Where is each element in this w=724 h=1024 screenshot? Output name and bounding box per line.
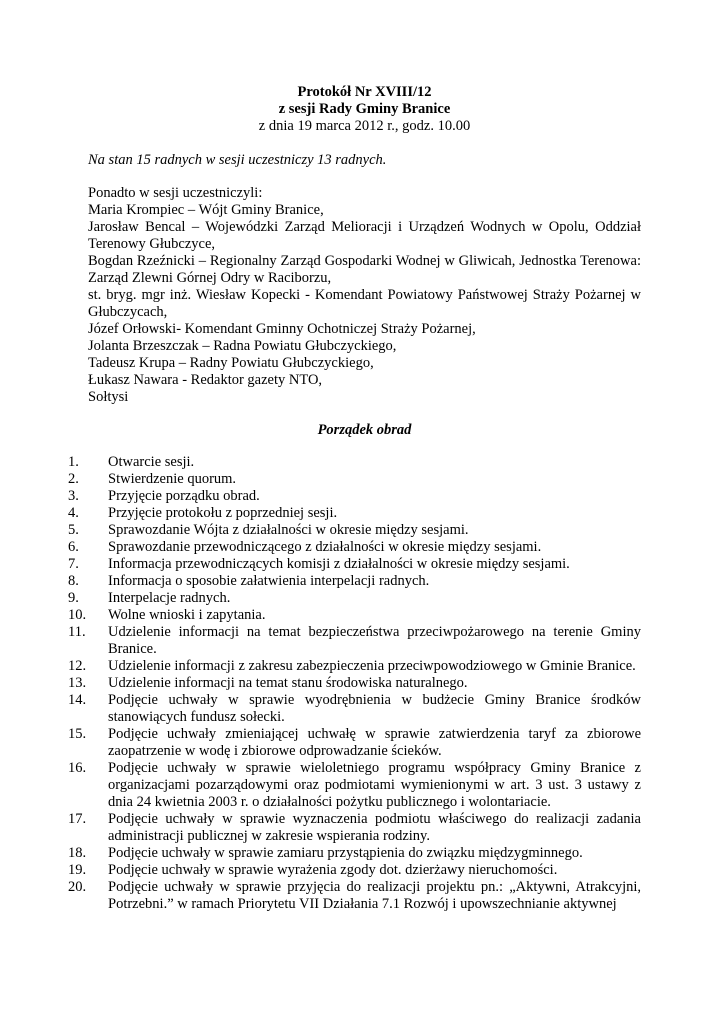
agenda-item-text: Podjęcie uchwały w sprawie wyrażenia zgody dot. dzierżawy nieruchomości. xyxy=(108,862,558,878)
agenda-item xyxy=(68,760,641,811)
attendee-line: Jolanta Brzeszczak – Radna Powiatu Głubczyckiego, xyxy=(88,338,397,354)
attendee-line: Sołtysi xyxy=(88,389,129,405)
agenda-item-number: 17. xyxy=(68,811,87,827)
agenda-item-text: Informacja przewodniczących komisji z działalności w okresie między sesjami. xyxy=(108,556,570,572)
agenda-item-text: Sprawozdanie Wójta z działalności w okresie między sesjami. xyxy=(108,522,469,538)
agenda-item-text: Podjęcie uchwały w sprawie przyjęcia do realizacji projektu pn.: „Aktywni, Atrakcyjni, Potrzebni.” w ramach Priorytetu VII Działania 7.1 Rozwój i upowszechnianie aktywnej xyxy=(108,879,641,912)
agenda-item-text: Przyjęcie protokołu z poprzedniej sesji. xyxy=(108,505,338,521)
agenda-item-number: 18. xyxy=(68,845,87,861)
agenda-item-number: 14. xyxy=(68,692,87,708)
agenda-item xyxy=(68,471,641,488)
agenda-item-text: Udzielenie informacji na temat stanu środowiska naturalnego. xyxy=(108,675,468,691)
agenda-item xyxy=(68,862,641,879)
agenda-item-text: Udzielenie informacji na temat bezpieczeństwa przeciwpożarowego na terenie Gminy Branice. xyxy=(108,624,641,657)
agenda-item xyxy=(68,590,641,607)
agenda-item-text: Wolne wnioski i zapytania. xyxy=(108,607,266,623)
agenda-item xyxy=(68,692,641,726)
agenda-item-number: 4. xyxy=(68,505,79,521)
agenda-item-number: 1. xyxy=(68,454,79,470)
agenda-item xyxy=(68,845,641,862)
agenda-item xyxy=(68,539,641,556)
agenda-item-number: 5. xyxy=(68,522,79,538)
agenda-title: Porządek obrad xyxy=(317,422,412,438)
agenda-item-number: 12. xyxy=(68,658,87,674)
agenda-item xyxy=(68,454,641,471)
document-content xyxy=(68,84,641,913)
agenda-item-text: Podjęcie uchwały w sprawie zamiaru przystąpienia do związku międzygminnego. xyxy=(108,845,583,861)
agenda-item-number: 10. xyxy=(68,607,87,623)
agenda-item-number: 11. xyxy=(68,624,86,640)
agenda-item xyxy=(68,658,641,675)
attendee-line: Łukasz Nawara - Redaktor gazety NTO, xyxy=(88,372,323,388)
agenda-item-text: Interpelacje radnych. xyxy=(108,590,231,606)
agenda-item-number: 2. xyxy=(68,471,79,487)
document-subtitle: z sesji Rady Gminy Branice xyxy=(278,101,451,117)
agenda-item-number: 20. xyxy=(68,879,87,895)
agenda-item-text: Udzielenie informacji z zakresu zabezpieczenia przeciwpowodziowego w Gminie Branice. xyxy=(108,658,636,674)
agenda-list xyxy=(68,454,641,913)
attendee-line: Maria Krompiec – Wójt Gminy Branice, xyxy=(88,202,324,218)
agenda-item xyxy=(68,573,641,590)
agenda-item-text: Sprawozdanie przewodniczącego z działalności w okresie między sesjami. xyxy=(108,539,542,555)
attendee-line: st. bryg. mgr inż. Wiesław Kopecki - Komendant Powiatowy Państwowej Straży Pożarnej w Głubczycach, xyxy=(88,287,641,320)
agenda-item-text: Stwierdzenie quorum. xyxy=(108,471,237,487)
agenda-item xyxy=(68,811,641,845)
agenda-item-text: Podjęcie uchwały w sprawie wyodrębnienia w budżecie Gminy Branice środków stanowiących fundusz sołecki. xyxy=(108,692,641,725)
attendee-line: Bogdan Rzeźnicki – Regionalny Zarząd Gospodarki Wodnej w Gliwicah, Jednostka Terenowa: Zarząd Zlewni Górnej Odry w Raciborzu, xyxy=(88,253,641,286)
agenda-item xyxy=(68,522,641,539)
agenda-item-number: 19. xyxy=(68,862,87,878)
agenda-item-number: 9. xyxy=(68,590,79,606)
agenda-item-text: Otwarcie sesji. xyxy=(108,454,195,470)
attendee-line: Tadeusz Krupa – Radny Powiatu Głubczyckiego, xyxy=(88,355,374,371)
agenda-item-text: Podjęcie uchwały zmieniającej uchwałę w sprawie zatwierdzenia taryf za zbiorowe zaopatrzenie w wodę i zbiorowe odprowadzanie ścieków. xyxy=(108,726,641,759)
document-header xyxy=(88,84,641,135)
agenda-item xyxy=(68,556,641,573)
agenda-item xyxy=(68,607,641,624)
attendee-line: Jarosław Bencal – Wojewódzki Zarząd Melioracji i Urządzeń Wodnych w Opolu, Oddział Terenowy Głubczyce, xyxy=(88,219,641,252)
attendees-section xyxy=(88,185,641,406)
agenda-item-number: 7. xyxy=(68,556,79,572)
agenda-item-text: Informacja o sposobie załatwienia interpelacji radnych. xyxy=(108,573,430,589)
document-title: Protokół Nr XVIII/12 xyxy=(297,84,432,100)
attendee-line: Józef Orłowski- Komendant Gminny Ochotniczej Straży Pożarnej, xyxy=(88,321,476,337)
attendees-heading: Ponadto w sesji uczestniczyli: xyxy=(88,185,263,201)
agenda-item-number: 6. xyxy=(68,539,79,555)
agenda-item xyxy=(68,675,641,692)
agenda-item-text: Podjęcie uchwały w sprawie wyznaczenia podmiotu właściwego do realizacji zadania administracji publicznej w zakresie wspierania rodziny. xyxy=(108,811,641,844)
agenda-item xyxy=(68,488,641,505)
agenda-item xyxy=(68,624,641,658)
agenda-item-number: 15. xyxy=(68,726,87,742)
agenda-item-number: 13. xyxy=(68,675,87,691)
agenda-item-number: 3. xyxy=(68,488,79,504)
agenda-item-text: Podjęcie uchwały w sprawie wieloletniego programu współpracy Gminy Branice z organizacjami pozarządowymi oraz podmiotami wymienionymi w art. 3 ust. 3 ustawy z dnia 24 kwietnia 2003 r. o działalności pożytku publicznego i wolontariacie. xyxy=(108,760,641,810)
agenda-item xyxy=(68,505,641,522)
agenda-item xyxy=(68,879,641,913)
agenda-item-number: 16. xyxy=(68,760,87,776)
agenda-item-number: 8. xyxy=(68,573,79,589)
session-date: z dnia 19 marca 2012 r., godz. 10.00 xyxy=(258,118,471,134)
agenda-item-text: Przyjęcie porządku obrad. xyxy=(108,488,260,504)
agenda-item xyxy=(68,726,641,760)
attendance-note: Na stan 15 radnych w sesji uczestniczy 13 radnych. xyxy=(88,152,387,168)
